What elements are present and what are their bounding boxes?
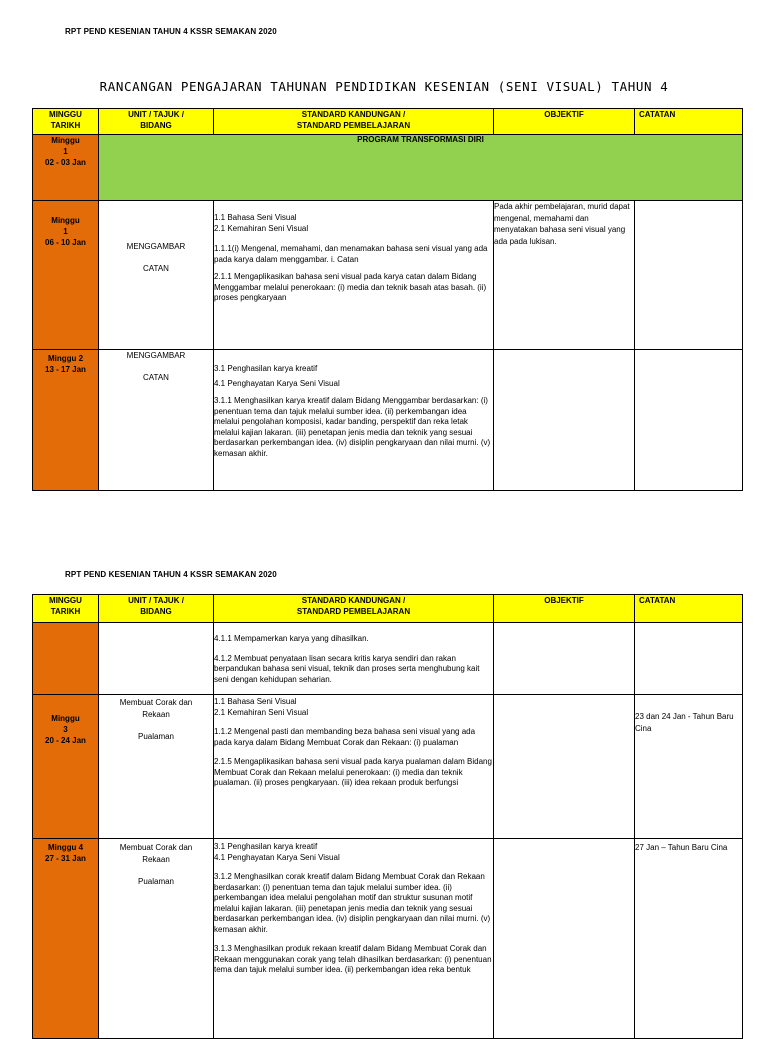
- unit-title: Membuat Corak dan: [119, 843, 193, 852]
- standard-item: 2.1 Kemahiran Seni Visual: [214, 707, 309, 717]
- week-label: Minggu: [51, 136, 80, 145]
- header-minggu: [33, 109, 99, 135]
- table-row: [33, 695, 743, 839]
- header-catatan: CATATAN: [635, 109, 743, 135]
- document-title: RANCANGAN PENGAJARAN TAHUNAN PENDIDIKAN KESENIAN (SENI VISUAL) TAHUN 4: [99, 79, 669, 94]
- week-dates: 02 - 03 Jan: [45, 158, 86, 167]
- header-standard-line1: STANDARD KANDUNGAN /: [301, 110, 406, 119]
- week-number: 3: [63, 725, 68, 734]
- unit-title: MENGGAMBAR: [126, 351, 186, 360]
- table-row: [33, 135, 743, 201]
- week-label: Minggu 4: [47, 843, 84, 852]
- header-unit-line2: BIDANG: [140, 121, 172, 130]
- header-standard: [214, 109, 494, 135]
- unit-title: Membuat Corak dan: [119, 698, 193, 707]
- unit-bidang: CATAN: [143, 373, 169, 382]
- unit-cell: [99, 623, 214, 695]
- week-label: Minggu: [51, 714, 80, 723]
- standard-item: 1.1 Bahasa Seni Visual: [214, 213, 297, 222]
- unit-title-cont: Rekaan: [142, 710, 170, 719]
- objektif-cell: [494, 350, 635, 491]
- standard-item: 3.1.2 Menghasilkan corak kreatif dalam Bidang Membuat Corak dan Rekaan berdasarkan: (i) penentuan tema dan tajuk melalui sumber idea. (ii) perkembangan idea melalui pengolahan motif dan struktur susunan motif melalui kajian lakaran. (iii) penetapan jenis media dan teknik yang sesuai berdasarkan perkembangan idea. (iv) disiplin pengkaryaan dan nilai murni. (v) kemasan akhir.: [214, 872, 491, 934]
- week-cell: [33, 695, 99, 839]
- standard-item: 4.1.1 Mempamerkan karya yang dihasilkan.: [214, 634, 369, 643]
- table-header-row: [33, 109, 743, 135]
- week-cell: [33, 839, 99, 1039]
- header-minggu-line1: MINGGU: [49, 596, 82, 605]
- unit-bidang: Pualaman: [137, 732, 175, 741]
- running-head: RPT PEND KESENIAN TAHUN 4 KSSR SEMAKAN 2020: [65, 27, 277, 36]
- catatan-cell: [635, 623, 743, 695]
- week-label: Minggu: [51, 216, 80, 225]
- unit-title: MENGGAMBAR: [126, 242, 186, 251]
- catatan-cell: [635, 201, 743, 350]
- week-cell: [33, 135, 99, 201]
- week-label: Minggu 2: [47, 354, 84, 363]
- header-unit-line1: UNIT / TAJUK /: [128, 110, 184, 119]
- unit-cell: [99, 695, 214, 839]
- unit-bidang: CATAN: [143, 264, 169, 273]
- standard-cell: [214, 201, 494, 350]
- standard-item: 3.1.3 Menghasilkan produk rekaan kreatif dalam Bidang Membuat Corak dan Rekaan menggunakan corak yang telah dihasilkan berdasarkan: (i) penentuan tema dan tajuk melalui sumber idea. (ii) perkembangan idea reka bentuk: [214, 944, 492, 974]
- standard-item: 4.1.2 Membuat penyataan lisan secara kritis karya sendiri dan rakan berpandukan bahasa seni visual, teknik dan proses serta menghubung kait seni dengan kehidupan seharian.: [214, 653, 480, 684]
- header-unit: [99, 109, 214, 135]
- rpt-table-page-1: [32, 108, 743, 491]
- header-minggu: [33, 595, 99, 623]
- standard-item: 2.1.1 Mengaplikasikan bahasa seni visual pada karya catan dalam Bidang Menggambar melalui penerokaan: (i) media dan teknik basah atas basah. (ii) proses pengkaryaan: [214, 272, 487, 302]
- header-objektif: OBJEKTIF: [494, 595, 635, 623]
- standard-cell: [214, 695, 494, 839]
- week-cell: [33, 623, 99, 695]
- table-row: [33, 201, 743, 350]
- catatan-cell: 23 dan 24 Jan - Tahun Baru Cina: [635, 695, 743, 839]
- week-number: 1: [63, 147, 68, 156]
- standard-item: 1.1.2 Mengenal pasti dan membanding beza bahasa seni visual yang ada pada karya dalam Bidang Membuat Corak dan Rekaan: (i) pualaman: [214, 727, 476, 747]
- week-dates: 27 - 31 Jan: [45, 854, 86, 863]
- standard-item: 3.1 Penghasilan karya kreatif: [214, 842, 318, 851]
- objektif-cell: [494, 695, 635, 839]
- standard-item: 1.1.1(i) Mengenal, memahami, dan menamakan bahasa seni visual yang ada pada karya dalam menggambar. i. Catan: [214, 244, 488, 264]
- standard-item: 1.1 Bahasa Seni Visual: [214, 697, 297, 706]
- header-minggu-line1: MINGGU: [49, 110, 82, 119]
- standard-item: 3.1 Penghasilan karya kreatif: [214, 364, 318, 373]
- week-dates: 20 - 24 Jan: [45, 736, 86, 745]
- standard-item: 2.1 Kemahiran Seni Visual: [214, 223, 309, 233]
- table-row: [33, 839, 743, 1039]
- header-unit-line2: BIDANG: [140, 607, 172, 616]
- objektif-cell: Pada akhir pembelajaran, murid dapat mengenal, memahami dan menyatakan bahasa seni visual yang ada pada lukisan.: [494, 201, 635, 350]
- standard-cell: [214, 350, 494, 491]
- running-head: RPT PEND KESENIAN TAHUN 4 KSSR SEMAKAN 2020: [65, 570, 277, 579]
- header-unit: [99, 595, 214, 623]
- week-dates: 13 - 17 Jan: [45, 365, 86, 374]
- header-minggu-line2: TARIKH: [50, 607, 81, 616]
- week-cell: [33, 350, 99, 491]
- week-dates: 06 - 10 Jan: [45, 238, 86, 247]
- objektif-cell: [494, 623, 635, 695]
- unit-bidang: Pualaman: [137, 877, 175, 886]
- unit-cell: [99, 350, 214, 491]
- unit-cell: [99, 201, 214, 350]
- header-standard: [214, 595, 494, 623]
- header-catatan: CATATAN: [635, 595, 743, 623]
- standard-cell: [214, 839, 494, 1039]
- standard-item: 4.1 Penghayatan Karya Seni Visual: [214, 852, 340, 862]
- unit-cell: [99, 839, 214, 1039]
- table-row: [33, 350, 743, 491]
- catatan-cell: 27 Jan – Tahun Baru Cina: [635, 839, 743, 1039]
- unit-title-cont: Rekaan: [142, 855, 170, 864]
- header-standard-line2: STANDARD PEMBELAJARAN: [296, 121, 411, 130]
- standard-item: 2.1.5 Mengaplikasikan bahasa seni visual pada karya pualaman dalam Bidang Membuat Corak dan Rekaan melalui penerokaan: (i) media dan teknik pualaman. (ii) proses pengkaryaan. (iii) idea rekaan produk berfungsi: [214, 757, 492, 787]
- header-objektif: OBJEKTIF: [494, 109, 635, 135]
- rpt-table-page-2: [32, 594, 743, 1039]
- week-number: 1: [63, 227, 68, 236]
- objektif-cell: [494, 839, 635, 1039]
- week-cell: [33, 201, 99, 350]
- program-banner: PROGRAM TRANSFORMASI DIRI: [99, 135, 743, 201]
- standard-item: 3.1.1 Menghasilkan karya kreatif dalam Bidang Menggambar berdasarkan: (i) penentuan tema dan tajuk melalui sumber idea. (ii) perkembangan idea melalui pengolahan komposisi, kadar banding, perspektif dan reka letak melalui kajian lakaran. (iii) penetapan jenis media dan teknik yang sesuai berdasarkan perkembangan idea. (iv) disiplin pengkaryaan dan nilai murni. (v) kemasan akhir.: [214, 396, 491, 458]
- table-row: [33, 623, 743, 695]
- catatan-cell: [635, 350, 743, 491]
- header-unit-line1: UNIT / TAJUK /: [128, 596, 184, 605]
- table-header-row: [33, 595, 743, 623]
- header-minggu-line2: TARIKH: [50, 121, 81, 130]
- header-standard-line2: STANDARD PEMBELAJARAN: [296, 607, 411, 616]
- standard-item: 4.1 Penghayatan Karya Seni Visual: [214, 378, 340, 388]
- header-standard-line1: STANDARD KANDUNGAN /: [301, 596, 406, 605]
- standard-cell: [214, 623, 494, 695]
